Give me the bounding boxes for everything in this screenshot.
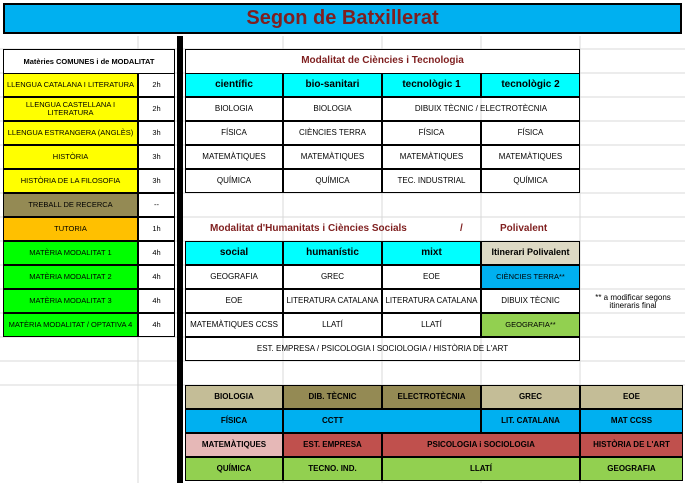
sum-r1-electrotecnia: ELECTROTÈCNIA bbox=[382, 385, 481, 409]
sum-r2-cctt: CCTT bbox=[283, 409, 481, 433]
sum-r3-psicologia: PSICOLOGIA i SOCIOLOGIA bbox=[382, 433, 580, 457]
subject-modality-4: MATÈRIA MODALITAT / OPTATIVA 4 bbox=[3, 313, 138, 337]
humanities-modality-title: Modalitat d'Humanitats i Ciències Socials bbox=[210, 223, 407, 234]
sci-r1-c1: BIOLOGIA bbox=[185, 97, 283, 121]
sci-r1-c2: BIOLOGIA bbox=[283, 97, 382, 121]
subject-philosophy: HISTÒRIA DE LA FILOSOFIA bbox=[3, 169, 138, 193]
sum-r3-matematiques: MATEMÀTIQUES bbox=[185, 433, 283, 457]
col-tecnologic-2: tecnològic 2 bbox=[481, 73, 580, 97]
hours-modality-2: 4h bbox=[138, 265, 175, 289]
subject-english: LLENGUA ESTRANGERA (ANGLÈS) bbox=[3, 121, 138, 145]
col-bio-sanitari: bio-sanitari bbox=[283, 73, 382, 97]
sum-r1-eoe: EOE bbox=[580, 385, 683, 409]
sci-r3-c2: MATEMÀTIQUES bbox=[283, 145, 382, 169]
subject-modality-3: MATÈRIA MODALITAT 3 bbox=[3, 289, 138, 313]
sum-r2-litcat: LIT. CATALANA bbox=[481, 409, 580, 433]
page-title: Segon de Batxillerat bbox=[3, 3, 682, 34]
subject-castellano: LLENGUA CASTELLANA I LITERATURA bbox=[3, 97, 138, 121]
sci-r3-c4: MATEMÀTIQUES bbox=[481, 145, 580, 169]
sum-r1-biologia: BIOLOGIA bbox=[185, 385, 283, 409]
sum-r1-dibuix: DIB. TÈCNIC bbox=[283, 385, 382, 409]
polivalent-title: Polivalent bbox=[500, 223, 548, 234]
hum-r3-c2: LLATÍ bbox=[283, 313, 382, 337]
hours-modality-3: 4h bbox=[138, 289, 175, 313]
subject-tutoring: TUTORIA bbox=[3, 217, 138, 241]
sum-r4-tecnoind: TECNO. IND. bbox=[283, 457, 382, 481]
sci-r3-c3: MATEMÀTIQUES bbox=[382, 145, 481, 169]
hours-modality-1: 4h bbox=[138, 241, 175, 265]
col-mixt: mixt bbox=[382, 241, 481, 265]
hum-r3-c4: GEOGRAFIA** bbox=[481, 313, 580, 337]
sci-r4-c4: QUÍMICA bbox=[481, 169, 580, 193]
hum-r3-c3: LLATÍ bbox=[382, 313, 481, 337]
hours-history: 3h bbox=[138, 145, 175, 169]
sum-r3-historia-art: HISTÒRIA DE L'ART bbox=[580, 433, 683, 457]
hours-philosophy: 3h bbox=[138, 169, 175, 193]
sci-r4-c1: QUÍMICA bbox=[185, 169, 283, 193]
hum-r3-c1: MATEMÀTIQUES CCSS bbox=[185, 313, 283, 337]
hours-english: 3h bbox=[138, 121, 175, 145]
subject-modality-1: MATÈRIA MODALITAT 1 bbox=[3, 241, 138, 265]
sum-r4-llati: LLATÍ bbox=[382, 457, 580, 481]
hum-r1-c4: CIÈNCIES TERRA** bbox=[481, 265, 580, 289]
subject-research: TREBALL DE RECERCA bbox=[3, 193, 138, 217]
sum-r4-quimica: QUÍMICA bbox=[185, 457, 283, 481]
col-social: social bbox=[185, 241, 283, 265]
sci-r2-c2: CIÈNCIES TERRA bbox=[283, 121, 382, 145]
sum-r2-matccss: MAT CCSS bbox=[580, 409, 683, 433]
hum-r1-c3: EOE bbox=[382, 265, 481, 289]
modification-note: ** a modificar segons itineraris final bbox=[595, 292, 671, 310]
sci-r4-c2: QUÍMICA bbox=[283, 169, 382, 193]
hum-r2-c2: LITERATURA CATALANA bbox=[283, 289, 382, 313]
col-humanistic: humanístic bbox=[283, 241, 382, 265]
sum-r1-grec: GREC bbox=[481, 385, 580, 409]
hours-tutoring: 1h bbox=[138, 217, 175, 241]
hum-span-row: EST. EMPRESA / PSICOLOGIA I SOCIOLOGIA / HISTÒRIA DE L'ART bbox=[185, 337, 580, 361]
hum-r2-c4: DIBUIX TÈCNIC bbox=[481, 289, 580, 313]
science-modality-title: Modalitat de Ciències i Tecnologia bbox=[185, 49, 580, 73]
humanities-slash: / bbox=[460, 223, 463, 234]
hum-r1-c1: GEOGRAFIA bbox=[185, 265, 283, 289]
column-separator bbox=[177, 36, 183, 483]
subject-modality-2: MATÈRIA MODALITAT 2 bbox=[3, 265, 138, 289]
sci-r3-c1: MATEMÀTIQUES bbox=[185, 145, 283, 169]
col-tecnologic-1: tecnològic 1 bbox=[382, 73, 481, 97]
sum-r3-estempresa: EST. EMPRESA bbox=[283, 433, 382, 457]
sci-r2-c4: FÍSICA bbox=[481, 121, 580, 145]
sci-r2-c1: FÍSICA bbox=[185, 121, 283, 145]
sci-r4-c3: TEC. INDUSTRIAL bbox=[382, 169, 481, 193]
hum-r2-c1: EOE bbox=[185, 289, 283, 313]
sum-r4-geografia: GEOGRAFIA bbox=[580, 457, 683, 481]
sci-r2-c3: FÍSICA bbox=[382, 121, 481, 145]
hours-castellano: 2h bbox=[138, 97, 175, 121]
subject-catalan: LLENGUA CATALANA I LITERATURA bbox=[3, 73, 138, 97]
col-cientific: científic bbox=[185, 73, 283, 97]
col-itinerari-polivalent: Itinerari Polivalent bbox=[481, 241, 580, 265]
subject-history: HISTÒRIA bbox=[3, 145, 138, 169]
hours-catalan: 2h bbox=[138, 73, 175, 97]
common-subjects-header: Matèries COMUNES i de MODALITAT bbox=[3, 49, 175, 73]
hours-modality-4: 4h bbox=[138, 313, 175, 337]
hum-r1-c2: GREC bbox=[283, 265, 382, 289]
hours-research: -- bbox=[138, 193, 175, 217]
sum-r2-fisica: FÍSICA bbox=[185, 409, 283, 433]
sci-r1-c3: DIBUIX TÈCNIC / ELECTROTÈCNIA bbox=[382, 97, 580, 121]
hum-r2-c3: LITERATURA CATALANA bbox=[382, 289, 481, 313]
